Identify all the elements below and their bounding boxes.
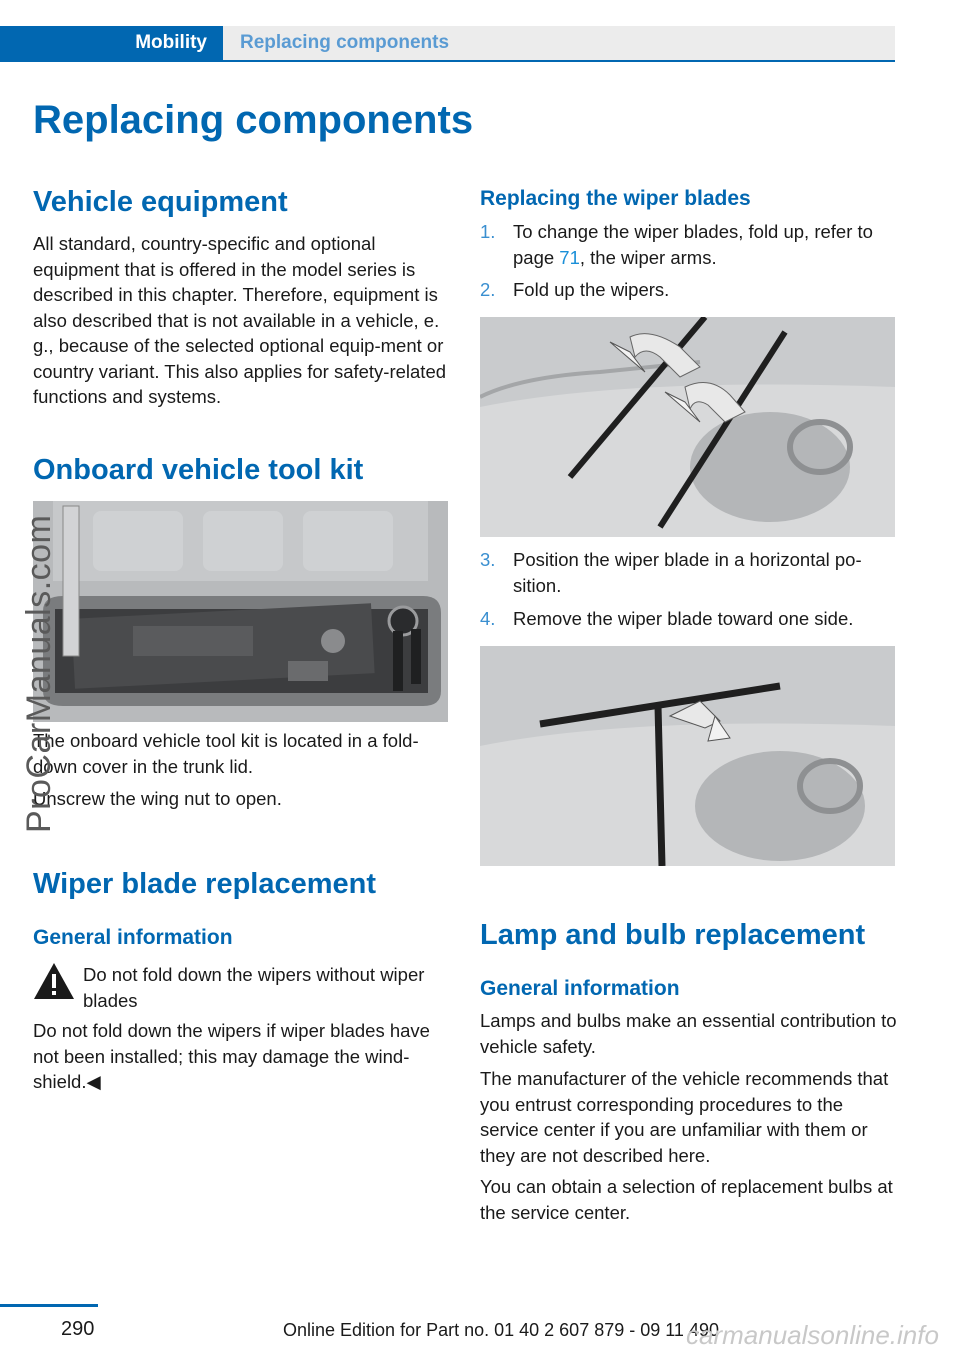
edition-text: Online Edition for Part no. 01 40 2 607 879 - 09 11 490 [283, 1320, 719, 1340]
page-number: 290 [61, 1318, 95, 1340]
vehicle-equipment-text: All standard, country-specific and optional equipment that is offered in the model series is described in this chapter. Therefore, equipment is also described that is not available in a vehicle, e. g., because of the selected optional equip-ment or country variant. This also applies for safety-related functions and systems. [33, 233, 447, 407]
vehicle-equipment-heading: Vehicle equipment [33, 186, 288, 218]
lamp-service-text: The manufacturer of the vehicle recommends that you entrust corresponding procedures to the service center if you are unfamiliar with them or they are not described here. [480, 1068, 889, 1166]
running-header [0, 26, 895, 62]
section-tab [0, 26, 223, 60]
wipers-illustration [480, 317, 895, 537]
wiper-replacement-heading: Wiper blade replacement [33, 868, 377, 900]
list-text: Remove the wiper blade toward one side. [513, 608, 854, 629]
lamp-general-info-heading: General information [480, 977, 680, 1000]
chapter-label: Replacing components [240, 32, 450, 53]
warning-title: Do not fold down the wipers without wiper blades [83, 964, 425, 1011]
step-text-post: , the wiper arms. [579, 246, 717, 268]
wiper-blade-illustration [480, 646, 895, 866]
warning-text: Do not fold down the wipers if wiper blades have not been installed; this may damage the wind-shield.◀ [33, 1020, 430, 1092]
list-number: 1. [480, 221, 496, 242]
page-title: Replacing components [33, 98, 474, 142]
lamp-safety-text: Lamps and bulbs make an essential contribution to vehicle safety. [480, 1010, 897, 1057]
tool-kit-heading: Onboard vehicle tool kit [33, 454, 364, 486]
tool-kit-photo [33, 501, 448, 722]
replacing-wiper-blades-heading: Replacing the wiper blades [480, 187, 751, 210]
list-item [480, 547, 898, 599]
list-item [480, 277, 898, 303]
wiper-blade-removal-photo [480, 646, 895, 866]
side-watermark: ProCarManuals.com [20, 514, 58, 833]
lamp-replacement-heading: Lamp and bulb replacement [480, 919, 866, 951]
list-number: 3. [480, 549, 496, 570]
list-text [513, 219, 898, 270]
footer-watermark: carmanualsonline.info [686, 1320, 939, 1350]
list-item [480, 606, 898, 632]
footer-rule [0, 1304, 98, 1307]
warning-icon [33, 962, 75, 1000]
tool-kit-open-text: Unscrew the wing nut to open. [33, 788, 282, 809]
header-rule [0, 60, 895, 62]
list-number: 2. [480, 279, 496, 300]
wiper-general-info-heading: General information [33, 926, 233, 949]
list-item [480, 219, 898, 271]
tool-kit-location-text: The onboard vehicle tool kit is located in a fold-down cover in the trunk lid. [33, 730, 419, 777]
list-number: 4. [480, 608, 496, 629]
tool-kit-illustration [33, 501, 448, 722]
chapter-tab [223, 26, 895, 60]
list-text: Fold up the wipers. [513, 279, 670, 300]
lamp-bulbs-text: You can obtain a selection of replacement bulbs at the service center. [480, 1176, 893, 1223]
page-link[interactable]: 71 [559, 246, 580, 268]
warning-notice [33, 962, 450, 1012]
step-text-pre: To change the wiper blades, fold up, refer to page [513, 221, 873, 268]
wipers-folded-up-photo [480, 317, 895, 537]
list-text: Position the wiper blade in a horizontal po-sition. [513, 549, 862, 596]
section-label: Mobility [135, 32, 207, 53]
